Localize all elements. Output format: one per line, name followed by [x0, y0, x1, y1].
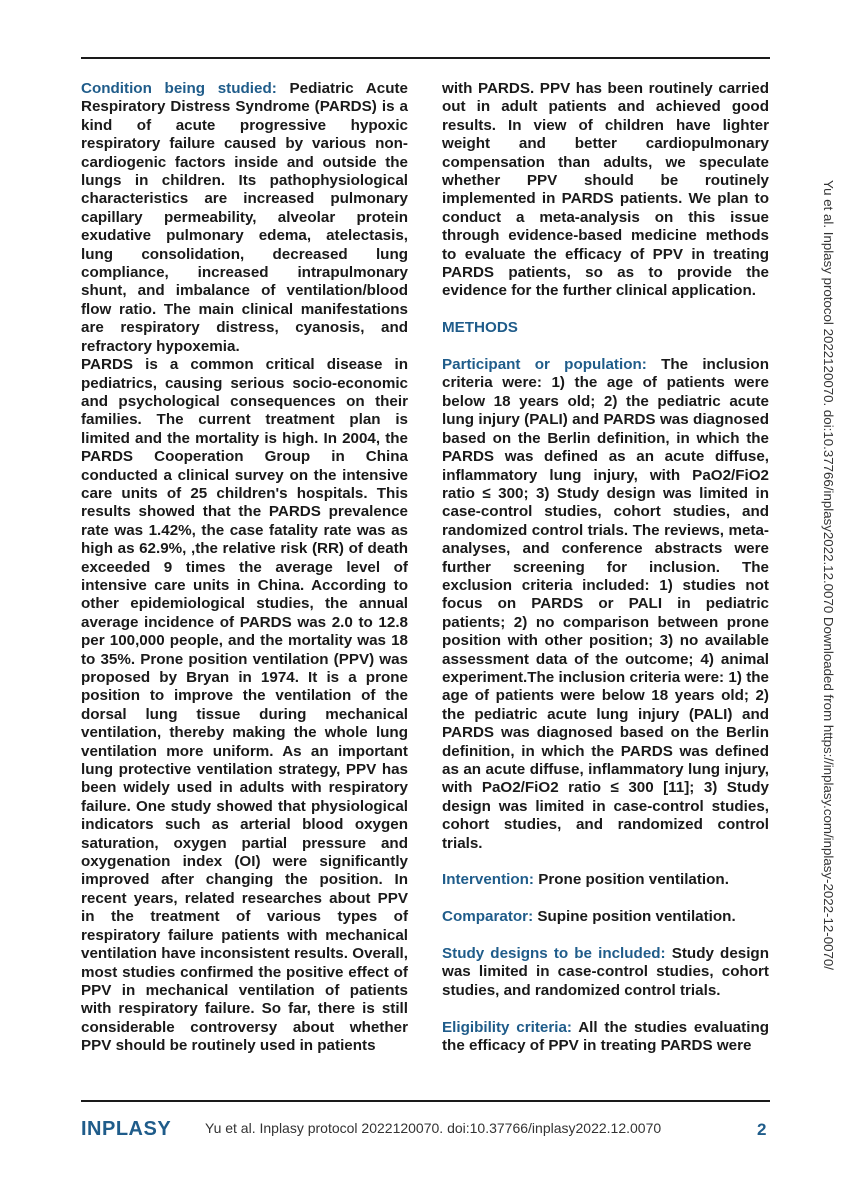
study-designs-label: Study designs to be included: — [442, 945, 666, 963]
condition-paragraph — [81, 80, 408, 356]
comparator-paragraph — [442, 908, 769, 926]
intervention-label: Intervention: — [442, 871, 534, 889]
condition-label: Condition being studied: — [81, 80, 277, 97]
footer-citation: Yu et al. Inplasy protocol 2022120070. doi:10.37766/inplasy2022.12.0070 — [205, 1120, 662, 1136]
page-number: 2 — [757, 1120, 767, 1139]
continuation-paragraph: with PARDS. PPV has been routinely carried out in adult patients and achieved good results. In view of children have lighter weight and better cardiopulmonary compensation than adults, we speculate whether PPV should be routinely implemented in PARDS patients. We plan to conduct a meta-analysis on this issue through evidence-based medicine methods to evaluate the efficacy of PPV in treating PARDS patients, so as to provide the evidence for the further clinical application. — [442, 80, 769, 300]
condition-text: Pediatric Acute Respiratory Distress Syndrome (PARDS) is a kind of acute progressive hypoxic respiratory failure caused by various non-cardiogenic factors inside and outside the lungs in children. Its pathophysiological characteristics are increased pulmonary capillary permeability, alveolar protein exudative pulmonary edema, atelectasis, lung consolidation, decreased lung compliance, increased intrapulmonary shunt, and imbalance of ventilation/blood flow ratio. The main clinical manifestations are respiratory distress, cyanosis, and refractory hypoxemia. — [81, 80, 408, 355]
participant-paragraph — [442, 356, 769, 853]
participant-text: The inclusion criteria were: 1) the age of patients were below 18 years old; 2) the pediatric acute lung injury (PALI) and PARDS was diagnosed based on the Berlin definition, in which the PARDS was defined as an acute diffuse, inflammatory lung injury, with PaO2/FiO2 ratio ≤ 300; 3) Study design was limited in case-control studies, cohort studies, and randomized control trials. The reviews, meta-analyses, and conference abstracts were further screening for inclusion. The exclusion criteria included: 1) studies not focus on PARDS or PALI in pediatric patients; 2) no comparison between prone position with other position; 3) no available assessment data of the outcome; 4) animal experiment.The inclusion criteria were: 1) the age of patients were below 18 years old; 2) the pediatric acute lung injury (PALI) and PARDS was diagnosed based on the Berlin definition, in which the PARDS was defined as an acute diffuse, inflammatory lung injury, with PaO2/FiO2 ratio ≤ 300 [11]; 3) Study design was limited in case-control studies, cohort studies, and randomized control trials. — [442, 356, 769, 852]
intervention-text: Prone position ventilation. — [538, 871, 729, 889]
background-paragraph: PARDS is a common critical disease in pediatrics, causing serious socio-economic and psychological consequences on their families. The current treatment plan is limited and the mortality is high. In 2004, the PARDS Cooperation Group in China conducted a clinical survey on the intensive care units of 25 children's hospitals. This results showed that the PARDS prevalence rate was 1.42%, the case fatality rate was as high as 62.9%, ,the relative risk (RR) of death exceeded 9 times the average level of intensive care units in China. According to other epidemiological studies, the annual average incidence of PARDS was 2.0 to 12.8 per 100,000 people, and the mortality was 18 to 35%. Prone position ventilation (PPV) was proposed by Bryan in 1974. It is a prone position to improve the ventilation of the dorsal lung tissue during mechanical ventilation, thereby making the whole lung ventilation more uniform. As an important lung protective ventilation strategy, PPV has been widely used in adults with respiratory failure. One study showed that physiological indicators such as arterial blood oxygen saturation, oxygen partial pressure and oxygenation index (OI) were significantly improved after changing the position. In recent years, related researches about PPV in the treatment of various types of respiratory failure patients with mechanical ventilation have inconsistent results. Overall, most studies confirmed the positive effect of PPV in mechanical ventilation of patients with respiratory failure. So far, there is still considerable controversy about whether PPV should be routinely used in patients — [81, 356, 408, 1055]
study-designs-paragraph — [442, 945, 769, 1000]
top-rule — [81, 57, 770, 59]
side-download-text: Yu et al. Inplasy protocol 2022120070. doi:10.37766/inplasy2022.12.0070 Downloaded from https://inplasy.com/inplasy-2022-12-0070/ — [821, 180, 836, 970]
footer-brand-logo: INPLASY — [81, 1118, 172, 1140]
eligibility-label: Eligibility criteria: — [442, 1018, 572, 1036]
left-column — [81, 80, 408, 1056]
right-column — [442, 80, 769, 1055]
study-designs-text: Study design was limited in case-control studies, cohort studies, and randomized control trials. — [442, 945, 769, 999]
intervention-paragraph — [442, 871, 769, 889]
methods-heading: METHODS — [442, 319, 518, 337]
comparator-label: Comparator: — [442, 908, 534, 926]
side-download-note — [820, 180, 840, 1080]
eligibility-text: All the studies evaluating the efficacy of PPV in treating PARDS were — [442, 1018, 770, 1055]
bottom-rule — [81, 1100, 770, 1102]
eligibility-paragraph — [442, 1019, 769, 1056]
comparator-text: Supine position ventilation. — [537, 908, 736, 926]
participant-label: Participant or population: — [442, 356, 647, 374]
